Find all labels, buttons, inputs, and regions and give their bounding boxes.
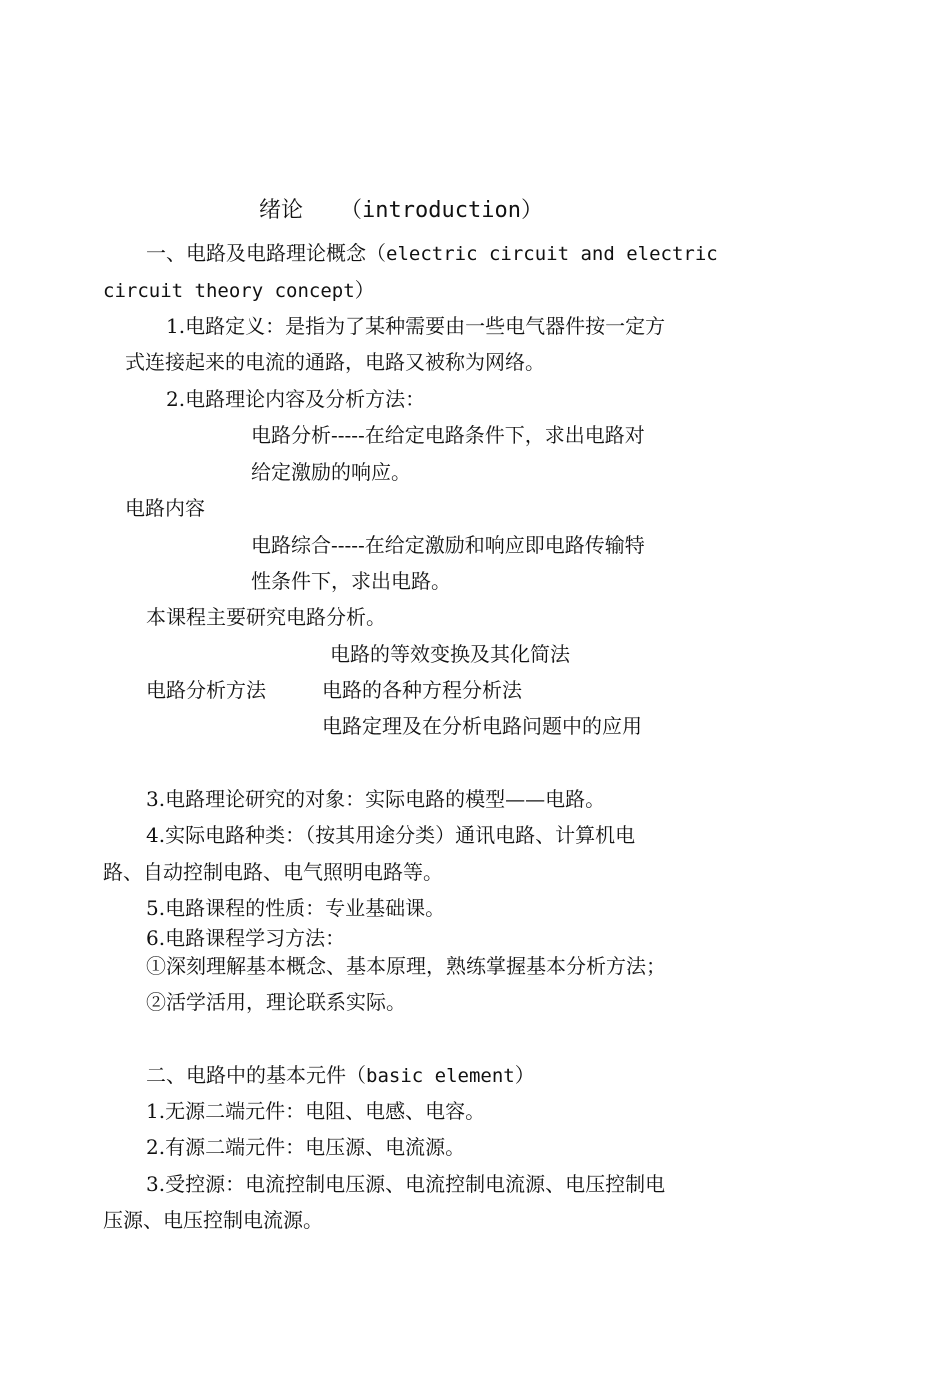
section2-heading-en: basic element bbox=[366, 1065, 515, 1087]
content-label: 电路内容 bbox=[125, 496, 205, 520]
section1-heading-en: electric circuit and electric bbox=[386, 243, 718, 265]
analysis-line-2: 给定激励的响应。 bbox=[251, 460, 411, 484]
method-label: 电路分析方法 bbox=[146, 678, 266, 702]
section1-heading-cont bbox=[103, 277, 375, 304]
circuit-types-line-2: 路、自动控制电路、电气照明电路等。 bbox=[103, 860, 443, 884]
definition-line-2: 式连接起来的电流的通路，电路又被称为网络。 bbox=[125, 350, 545, 374]
method-item-1: 电路的等效变换及其化简法 bbox=[330, 642, 570, 666]
page-title-cn: 绪论 bbox=[259, 198, 304, 223]
study-method-b: ②活学活用，理论联系实际。 bbox=[146, 990, 406, 1014]
section2-heading bbox=[146, 1062, 535, 1089]
section2-heading-cn: 二、电路中的基本元件（ bbox=[146, 1063, 366, 1087]
study-method-heading: 6.电路课程学习方法： bbox=[146, 926, 346, 950]
synthesis-line-2: 性条件下，求出电路。 bbox=[251, 569, 451, 593]
course-nature: 5.电路课程的性质：专业基础课。 bbox=[146, 896, 446, 920]
active-elements: 2.有源二端元件：电压源、电流源。 bbox=[146, 1135, 466, 1159]
main-study-text: 本课程主要研究电路分析。 bbox=[146, 605, 386, 629]
study-method-a: ①深刻理解基本概念、基本原理，熟练掌握基本分析方法； bbox=[146, 954, 666, 978]
section2-heading-close: ） bbox=[514, 1063, 535, 1087]
circuit-types-line-1: 4.实际电路种类：（按其用途分类）通讯电路、计算机电 bbox=[146, 823, 636, 847]
method-item-3: 电路定理及在分析电路问题中的应用 bbox=[322, 714, 642, 738]
research-object: 3.电路理论研究的对象：实际电路的模型——电路。 bbox=[146, 787, 606, 811]
theory-content-heading: 2.电路理论内容及分析方法： bbox=[166, 387, 426, 411]
page-title bbox=[259, 198, 543, 224]
page-title-en: （introduction） bbox=[340, 198, 543, 223]
controlled-sources-line-1: 3.受控源：电流控制电压源、电流控制电流源、电压控制电 bbox=[146, 1172, 666, 1196]
synthesis-line-1: 电路综合-----在给定激励和响应即电路传输特 bbox=[251, 533, 645, 557]
definition-line-1: 1.电路定义：是指为了某种需要由一些电气器件按一定方 bbox=[166, 314, 666, 338]
section1-heading-cn: 一、电路及电路理论概念（ bbox=[146, 241, 386, 265]
controlled-sources-line-2: 压源、电压控制电流源。 bbox=[103, 1208, 323, 1232]
analysis-line-1: 电路分析-----在给定电路条件下，求出电路对 bbox=[251, 423, 645, 447]
section1-heading bbox=[146, 240, 718, 267]
method-item-2: 电路的各种方程分析法 bbox=[322, 678, 522, 702]
section1-heading-close: ） bbox=[354, 278, 375, 302]
section1-heading-en-cont: circuit theory concept bbox=[103, 280, 355, 302]
passive-elements: 1.无源二端元件：电阻、电感、电容。 bbox=[146, 1099, 486, 1123]
